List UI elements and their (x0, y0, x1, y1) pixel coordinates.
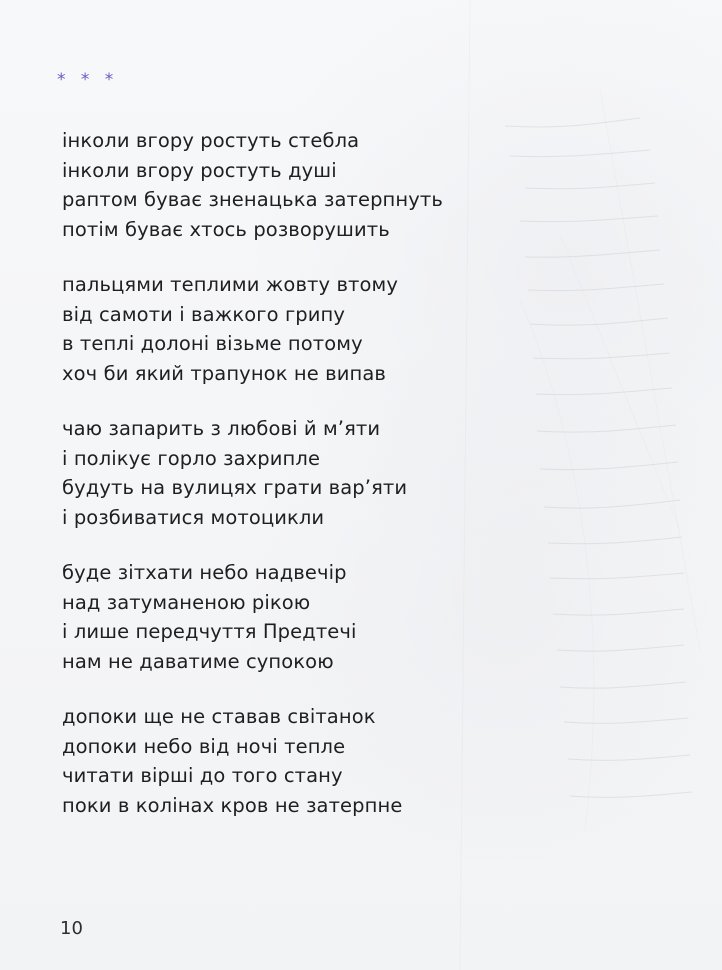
stanza-3 (62, 414, 522, 532)
poem-line: і полікує горло захрипле (62, 446, 321, 470)
poem-line: буде зітхати небо надвечір (62, 561, 347, 584)
poem-line: нам не даватиме супокою (62, 649, 334, 673)
stanza-1 (62, 126, 522, 244)
poem-line: інколи вгору ростуть стебла (62, 129, 360, 152)
poem-line: над затуманеною рікою (62, 590, 311, 614)
section-ornament: * * * (57, 70, 119, 90)
poem-line: раптом буває зненацька затерпнуть (62, 188, 443, 211)
poem-line: в теплі долоні візьме потому (62, 332, 363, 355)
poem-line: і лише передчуття Предтечі (62, 620, 357, 643)
poem-line: потім буває хтось розворушить (62, 217, 390, 241)
stanza-4 (62, 558, 522, 676)
page-number: 10 (60, 918, 83, 939)
poem (62, 126, 522, 846)
stanza-2 (62, 270, 522, 388)
poem-line: інколи вгору ростуть душі (62, 158, 337, 182)
poem-line: поки в колінах кров не затерпне (62, 793, 403, 817)
poem-line: пальцями теплими жовту втому (62, 273, 398, 296)
poem-line: допоки небо від ночі тепле (62, 734, 346, 758)
poem-line: чаю запарить з любові й м’яти (62, 417, 381, 440)
poem-line: читати вірші до того стану (62, 764, 343, 787)
poem-line: від самоти і важкого грипу (62, 302, 346, 326)
poem-line: будуть на вулицях грати вар’яти (62, 476, 408, 499)
poem-line: хоч би який трапунок не випав (62, 361, 386, 385)
poem-line: допоки ще не ставав світанок (62, 705, 376, 728)
stanza-5 (62, 702, 522, 820)
poem-line: і розбиватися мотоцикли (62, 505, 325, 529)
